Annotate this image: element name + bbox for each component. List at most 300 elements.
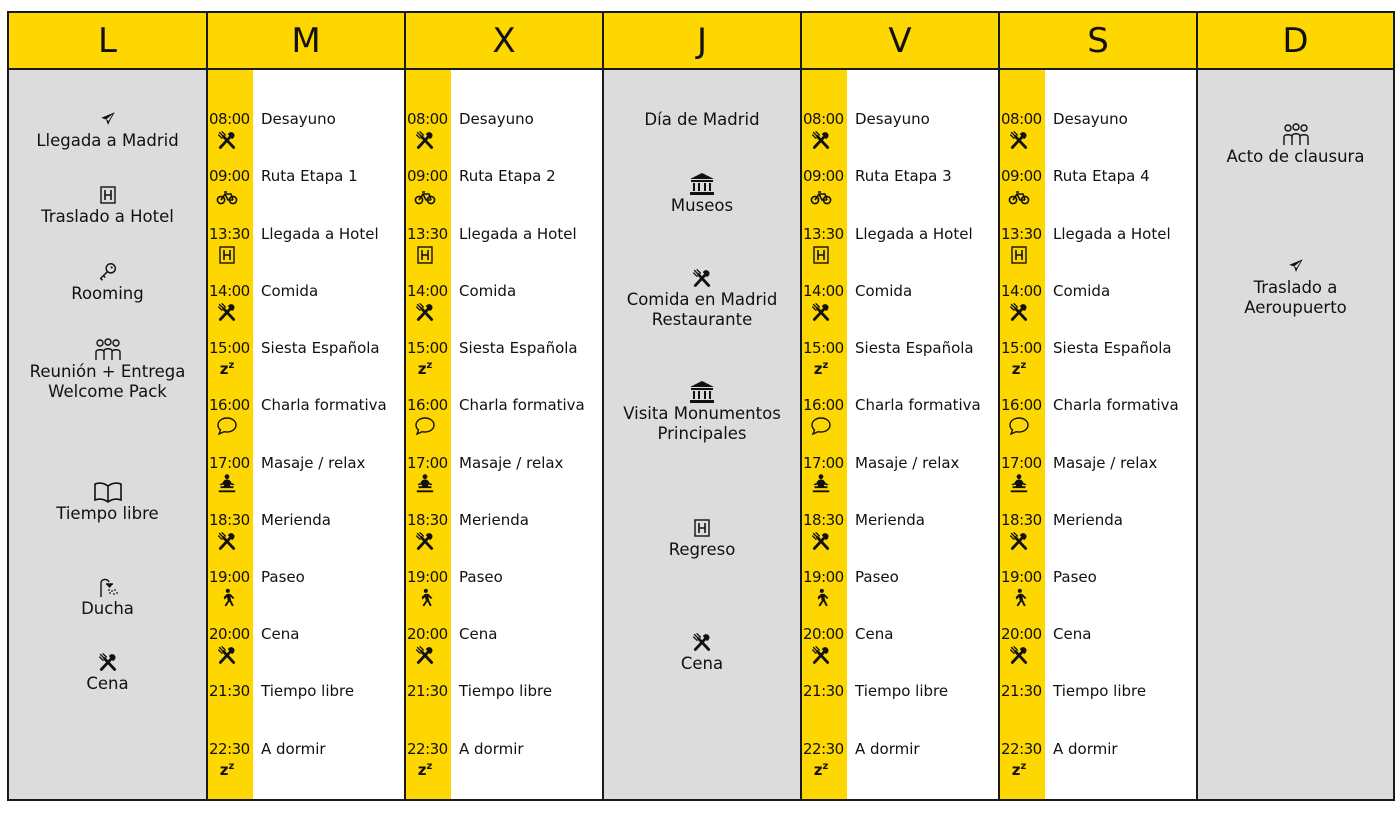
event-activity: Charla formativa xyxy=(1053,396,1179,414)
event-icon-wrap xyxy=(415,588,435,608)
event-icon-wrap xyxy=(415,531,435,551)
event-time: 22:30 xyxy=(407,740,448,758)
event-time: 09:00 xyxy=(209,167,250,185)
bike-icon xyxy=(810,189,832,205)
event-item xyxy=(604,630,800,674)
schedule-row xyxy=(802,568,998,618)
event-item xyxy=(9,107,206,151)
event-icon-wrap xyxy=(217,760,237,780)
event-time: 13:30 xyxy=(1001,225,1042,243)
event-icon-wrap xyxy=(604,172,800,196)
event-activity: Masaje / relax xyxy=(459,454,564,472)
hotel-icon xyxy=(218,245,236,265)
event-time: 20:00 xyxy=(407,625,448,643)
event-icon-wrap xyxy=(415,474,435,494)
meditation-icon xyxy=(414,473,436,495)
event-label: Comida en Madrid Restaurante xyxy=(626,290,778,329)
bike-icon xyxy=(1008,189,1030,205)
event-activity: Siesta Española xyxy=(1053,339,1172,357)
event-time: 15:00 xyxy=(209,339,250,357)
event-activity: Paseo xyxy=(459,568,503,586)
day-header: X xyxy=(406,13,602,70)
event-label: Ducha xyxy=(81,599,134,618)
event-icon-wrap xyxy=(1198,254,1393,278)
event-item xyxy=(9,480,206,524)
event-activity: Paseo xyxy=(1053,568,1097,586)
cutlery-icon xyxy=(692,268,712,288)
schedule-row xyxy=(208,110,404,160)
event-time: 14:00 xyxy=(209,282,250,300)
shower-icon xyxy=(96,575,120,599)
schedule-row xyxy=(208,282,404,332)
event-activity: Ruta Etapa 3 xyxy=(855,167,952,185)
schedule-row xyxy=(208,740,404,790)
walk-icon xyxy=(811,587,831,609)
event-activity: A dormir xyxy=(1053,740,1118,758)
martes-events xyxy=(208,70,404,799)
schedule-row xyxy=(802,511,998,561)
cutlery-icon xyxy=(98,652,118,672)
schedule-row xyxy=(802,625,998,675)
event-activity: Masaje / relax xyxy=(1053,454,1158,472)
schedule-row xyxy=(406,167,602,217)
event-label: Tiempo libre xyxy=(56,504,159,523)
schedule-row xyxy=(406,740,602,790)
event-time: 16:00 xyxy=(407,396,448,414)
event-icon-wrap xyxy=(1009,187,1029,207)
bike-icon xyxy=(414,189,436,205)
event-activity: Charla formativa xyxy=(459,396,585,414)
schedule-row xyxy=(802,225,998,275)
event-time: 22:30 xyxy=(1001,740,1042,758)
event-icon-wrap xyxy=(9,183,206,207)
day-header: S xyxy=(1000,13,1196,70)
event-time: 09:00 xyxy=(407,167,448,185)
column-lunes xyxy=(9,13,206,799)
event-item xyxy=(9,650,206,694)
event-label: Llegada a Madrid xyxy=(36,131,179,150)
event-activity: Desayuno xyxy=(261,110,336,128)
event-icon-wrap xyxy=(1009,302,1029,322)
event-icon-wrap xyxy=(415,130,435,150)
event-time: 13:30 xyxy=(407,225,448,243)
event-time: 18:30 xyxy=(803,511,844,529)
event-icon-wrap xyxy=(1009,531,1029,551)
event-label: Visita Monumentos Principales xyxy=(623,404,781,443)
event-icon-wrap xyxy=(217,302,237,322)
event-time: 14:00 xyxy=(407,282,448,300)
schedule-row xyxy=(406,454,602,504)
event-icon-wrap xyxy=(9,650,206,674)
sleep-icon: $z^z$ xyxy=(219,761,235,779)
event-time: 18:30 xyxy=(209,511,250,529)
event-activity: Ruta Etapa 2 xyxy=(459,167,556,185)
chat-icon xyxy=(216,416,238,436)
event-time: 21:30 xyxy=(1001,682,1042,700)
event-activity: Merienda xyxy=(261,511,331,529)
event-icon-wrap xyxy=(811,416,831,436)
schedule-row xyxy=(406,225,602,275)
event-item xyxy=(1198,123,1393,167)
event-time: 15:00 xyxy=(803,339,844,357)
event-icon-wrap xyxy=(217,588,237,608)
event-item xyxy=(9,575,206,619)
event-time: 22:30 xyxy=(209,740,250,758)
cutlery-icon xyxy=(1009,645,1029,665)
event-time: 14:00 xyxy=(803,282,844,300)
domingo-events xyxy=(1198,70,1393,799)
lunes-events xyxy=(9,70,206,799)
walk-icon xyxy=(415,587,435,609)
sleep-icon: $z^z$ xyxy=(813,360,829,378)
event-label: Reunión + Entrega Welcome Pack xyxy=(29,362,186,401)
event-activity: Comida xyxy=(459,282,517,300)
schedule-row xyxy=(208,454,404,504)
event-time: 19:00 xyxy=(209,568,250,586)
event-icon-wrap xyxy=(415,760,435,780)
group-icon xyxy=(93,338,123,362)
event-label: Rooming xyxy=(71,284,144,303)
event-icon-wrap xyxy=(604,266,800,290)
event-time: 08:00 xyxy=(1001,110,1042,128)
schedule-row xyxy=(406,110,602,160)
column-sabado xyxy=(998,13,1196,799)
schedule-row xyxy=(208,225,404,275)
schedule-row xyxy=(1000,568,1196,618)
event-icon-wrap xyxy=(604,380,800,404)
event-time: 17:00 xyxy=(407,454,448,472)
hotel-icon xyxy=(693,518,711,538)
chat-icon xyxy=(810,416,832,436)
event-icon-wrap xyxy=(1009,245,1029,265)
cutlery-icon xyxy=(1009,302,1029,322)
hotel-icon xyxy=(99,185,117,205)
schedule-row xyxy=(1000,282,1196,332)
event-item xyxy=(604,110,800,130)
jueves-events xyxy=(604,70,800,799)
event-icon-wrap xyxy=(9,480,206,504)
schedule-row xyxy=(406,682,602,732)
cutlery-icon xyxy=(415,645,435,665)
event-icon-wrap xyxy=(1009,416,1029,436)
event-icon-wrap xyxy=(811,474,831,494)
event-icon-wrap xyxy=(811,302,831,322)
event-time: 18:30 xyxy=(407,511,448,529)
viernes-events xyxy=(802,70,998,799)
column-martes xyxy=(206,13,404,799)
event-item xyxy=(604,172,800,216)
event-activity: Siesta Española xyxy=(855,339,974,357)
event-activity: Paseo xyxy=(855,568,899,586)
event-item xyxy=(1198,254,1393,318)
meditation-icon xyxy=(216,473,238,495)
event-activity: Tiempo libre xyxy=(1053,682,1147,700)
event-activity: Charla formativa xyxy=(855,396,981,414)
event-label: Día de Madrid xyxy=(644,110,760,129)
event-activity: Llegada a Hotel xyxy=(459,225,577,243)
event-activity: A dormir xyxy=(855,740,920,758)
event-activity: Desayuno xyxy=(459,110,534,128)
event-time: 19:00 xyxy=(407,568,448,586)
event-icon-wrap xyxy=(9,260,206,284)
event-icon-wrap xyxy=(217,474,237,494)
event-time: 19:00 xyxy=(1001,568,1042,586)
day-header: V xyxy=(802,13,998,70)
sleep-icon: $z^z$ xyxy=(813,761,829,779)
schedule-row xyxy=(406,568,602,618)
event-icon-wrap xyxy=(604,630,800,654)
schedule-row xyxy=(1000,625,1196,675)
event-icon-wrap xyxy=(415,359,435,379)
cutlery-icon xyxy=(415,531,435,551)
sleep-icon: $z^z$ xyxy=(417,360,433,378)
schedule-row xyxy=(802,339,998,389)
schedule-row xyxy=(1000,110,1196,160)
chat-icon xyxy=(414,416,436,436)
schedule-row xyxy=(208,396,404,446)
meditation-icon xyxy=(1008,473,1030,495)
schedule-row xyxy=(406,282,602,332)
event-time: 17:00 xyxy=(1001,454,1042,472)
hotel-icon xyxy=(1010,245,1028,265)
event-time: 15:00 xyxy=(407,339,448,357)
event-time: 08:00 xyxy=(209,110,250,128)
event-icon-wrap xyxy=(415,645,435,665)
event-icon-wrap xyxy=(415,245,435,265)
event-activity: Comida xyxy=(1053,282,1111,300)
event-activity: Desayuno xyxy=(855,110,930,128)
cutlery-icon xyxy=(415,302,435,322)
event-activity: Tiempo libre xyxy=(459,682,553,700)
event-icon-wrap xyxy=(217,245,237,265)
event-time: 16:00 xyxy=(209,396,250,414)
event-time: 16:00 xyxy=(803,396,844,414)
cutlery-icon xyxy=(217,130,237,150)
event-activity: A dormir xyxy=(261,740,326,758)
event-label: Traslado a Aeroupuerto xyxy=(1244,278,1347,317)
sleep-icon: $z^z$ xyxy=(1011,360,1027,378)
event-item xyxy=(604,266,800,330)
event-icon-wrap xyxy=(1009,760,1029,780)
schedule-row xyxy=(208,568,404,618)
event-item xyxy=(604,380,800,444)
schedule-row xyxy=(802,110,998,160)
event-icon-wrap xyxy=(217,645,237,665)
event-icon-wrap xyxy=(811,187,831,207)
event-icon-wrap xyxy=(811,531,831,551)
event-icon-wrap xyxy=(415,416,435,436)
event-time: 16:00 xyxy=(1001,396,1042,414)
event-activity: Cena xyxy=(459,625,498,643)
event-time: 20:00 xyxy=(209,625,250,643)
event-icon-wrap xyxy=(217,130,237,150)
key-icon xyxy=(97,261,119,283)
event-icon-wrap xyxy=(1009,645,1029,665)
event-item xyxy=(604,516,800,560)
event-icon-wrap xyxy=(415,187,435,207)
event-time: 08:00 xyxy=(803,110,844,128)
event-activity: Comida xyxy=(261,282,319,300)
event-activity: Charla formativa xyxy=(261,396,387,414)
event-activity: Ruta Etapa 1 xyxy=(261,167,358,185)
hotel-icon xyxy=(812,245,830,265)
museum-icon xyxy=(689,172,715,196)
event-icon-wrap xyxy=(811,588,831,608)
schedule-row xyxy=(406,396,602,446)
schedule-row xyxy=(1000,740,1196,790)
event-time: 08:00 xyxy=(407,110,448,128)
plane-icon xyxy=(99,110,117,128)
event-activity: Tiempo libre xyxy=(261,682,355,700)
event-time: 14:00 xyxy=(1001,282,1042,300)
column-viernes xyxy=(800,13,998,799)
event-time: 21:30 xyxy=(209,682,250,700)
event-icon-wrap xyxy=(1198,123,1393,147)
bike-icon xyxy=(216,189,238,205)
event-activity: Llegada a Hotel xyxy=(261,225,379,243)
schedule-row xyxy=(1000,167,1196,217)
event-activity: Tiempo libre xyxy=(855,682,949,700)
schedule-row xyxy=(802,454,998,504)
schedule-row xyxy=(1000,511,1196,561)
event-icon-wrap xyxy=(811,130,831,150)
event-icon-wrap xyxy=(217,359,237,379)
event-icon-wrap xyxy=(217,187,237,207)
event-icon-wrap xyxy=(415,302,435,322)
schedule-row xyxy=(406,625,602,675)
miercoles-events xyxy=(406,70,602,799)
event-activity: Llegada a Hotel xyxy=(1053,225,1171,243)
event-time: 22:30 xyxy=(803,740,844,758)
event-icon-wrap xyxy=(1009,130,1029,150)
event-time: 13:30 xyxy=(803,225,844,243)
event-time: 20:00 xyxy=(803,625,844,643)
event-time: 09:00 xyxy=(1001,167,1042,185)
cutlery-icon xyxy=(811,645,831,665)
event-activity: Comida xyxy=(855,282,913,300)
event-activity: Merienda xyxy=(855,511,925,529)
event-label: Regreso xyxy=(668,540,736,559)
hotel-icon xyxy=(416,245,434,265)
event-icon-wrap xyxy=(1009,474,1029,494)
event-activity: Merienda xyxy=(1053,511,1123,529)
event-activity: Cena xyxy=(261,625,300,643)
event-time: 17:00 xyxy=(209,454,250,472)
schedule-row xyxy=(1000,339,1196,389)
day-header: D xyxy=(1198,13,1393,70)
cutlery-icon xyxy=(692,632,712,652)
meditation-icon xyxy=(810,473,832,495)
schedule-row xyxy=(406,339,602,389)
cutlery-icon xyxy=(811,531,831,551)
event-icon-wrap xyxy=(217,416,237,436)
sleep-icon: $z^z$ xyxy=(417,761,433,779)
walk-icon xyxy=(1009,587,1029,609)
event-time: 21:30 xyxy=(803,682,844,700)
event-item xyxy=(9,183,206,227)
event-icon-wrap xyxy=(811,245,831,265)
museum-icon xyxy=(689,380,715,404)
event-icon-wrap xyxy=(811,645,831,665)
cutlery-icon xyxy=(217,531,237,551)
schedule-row xyxy=(802,740,998,790)
sabado-events xyxy=(1000,70,1196,799)
event-icon-wrap xyxy=(9,107,206,131)
event-icon-wrap xyxy=(811,760,831,780)
cutlery-icon xyxy=(217,302,237,322)
event-activity: Cena xyxy=(855,625,894,643)
event-activity: Desayuno xyxy=(1053,110,1128,128)
event-activity: Masaje / relax xyxy=(261,454,366,472)
weekly-schedule-board xyxy=(7,11,1395,801)
event-activity: Masaje / relax xyxy=(855,454,960,472)
schedule-row xyxy=(208,167,404,217)
event-time: 18:30 xyxy=(1001,511,1042,529)
event-item xyxy=(9,260,206,304)
day-header: M xyxy=(208,13,404,70)
plane-icon xyxy=(1287,257,1305,275)
sleep-icon: $z^z$ xyxy=(219,360,235,378)
schedule-row xyxy=(1000,682,1196,732)
event-label: Traslado a Hotel xyxy=(41,207,174,226)
cutlery-icon xyxy=(415,130,435,150)
walk-icon xyxy=(217,587,237,609)
event-icon-wrap xyxy=(1009,359,1029,379)
group-icon xyxy=(1281,123,1311,147)
event-activity: Siesta Española xyxy=(261,339,380,357)
day-header: J xyxy=(604,13,800,70)
event-icon-wrap xyxy=(217,531,237,551)
schedule-row xyxy=(1000,396,1196,446)
column-miercoles xyxy=(404,13,602,799)
schedule-row xyxy=(208,339,404,389)
schedule-row xyxy=(1000,225,1196,275)
event-icon-wrap xyxy=(9,575,206,599)
schedule-row xyxy=(1000,454,1196,504)
event-label: Cena xyxy=(680,654,724,673)
event-activity: Ruta Etapa 4 xyxy=(1053,167,1150,185)
schedule-row xyxy=(208,625,404,675)
event-activity: Paseo xyxy=(261,568,305,586)
column-jueves xyxy=(602,13,800,799)
event-activity: Llegada a Hotel xyxy=(855,225,973,243)
event-time: 17:00 xyxy=(803,454,844,472)
book-icon xyxy=(93,480,123,504)
event-time: 21:30 xyxy=(407,682,448,700)
chat-icon xyxy=(1008,416,1030,436)
event-time: 20:00 xyxy=(1001,625,1042,643)
cutlery-icon xyxy=(811,302,831,322)
cutlery-icon xyxy=(1009,531,1029,551)
event-activity: A dormir xyxy=(459,740,524,758)
event-icon-wrap xyxy=(811,359,831,379)
event-label: Cena xyxy=(86,674,129,693)
event-time: 09:00 xyxy=(803,167,844,185)
event-icon-wrap xyxy=(9,338,206,362)
day-header: L xyxy=(9,13,206,70)
schedule-row xyxy=(208,511,404,561)
column-domingo xyxy=(1196,13,1393,799)
event-activity: Siesta Española xyxy=(459,339,578,357)
event-label: Museos xyxy=(670,196,734,215)
event-activity: Merienda xyxy=(459,511,529,529)
event-activity: Cena xyxy=(1053,625,1092,643)
event-time: 19:00 xyxy=(803,568,844,586)
event-icon-wrap xyxy=(604,516,800,540)
cutlery-icon xyxy=(1009,130,1029,150)
schedule-row xyxy=(208,682,404,732)
schedule-row xyxy=(802,167,998,217)
